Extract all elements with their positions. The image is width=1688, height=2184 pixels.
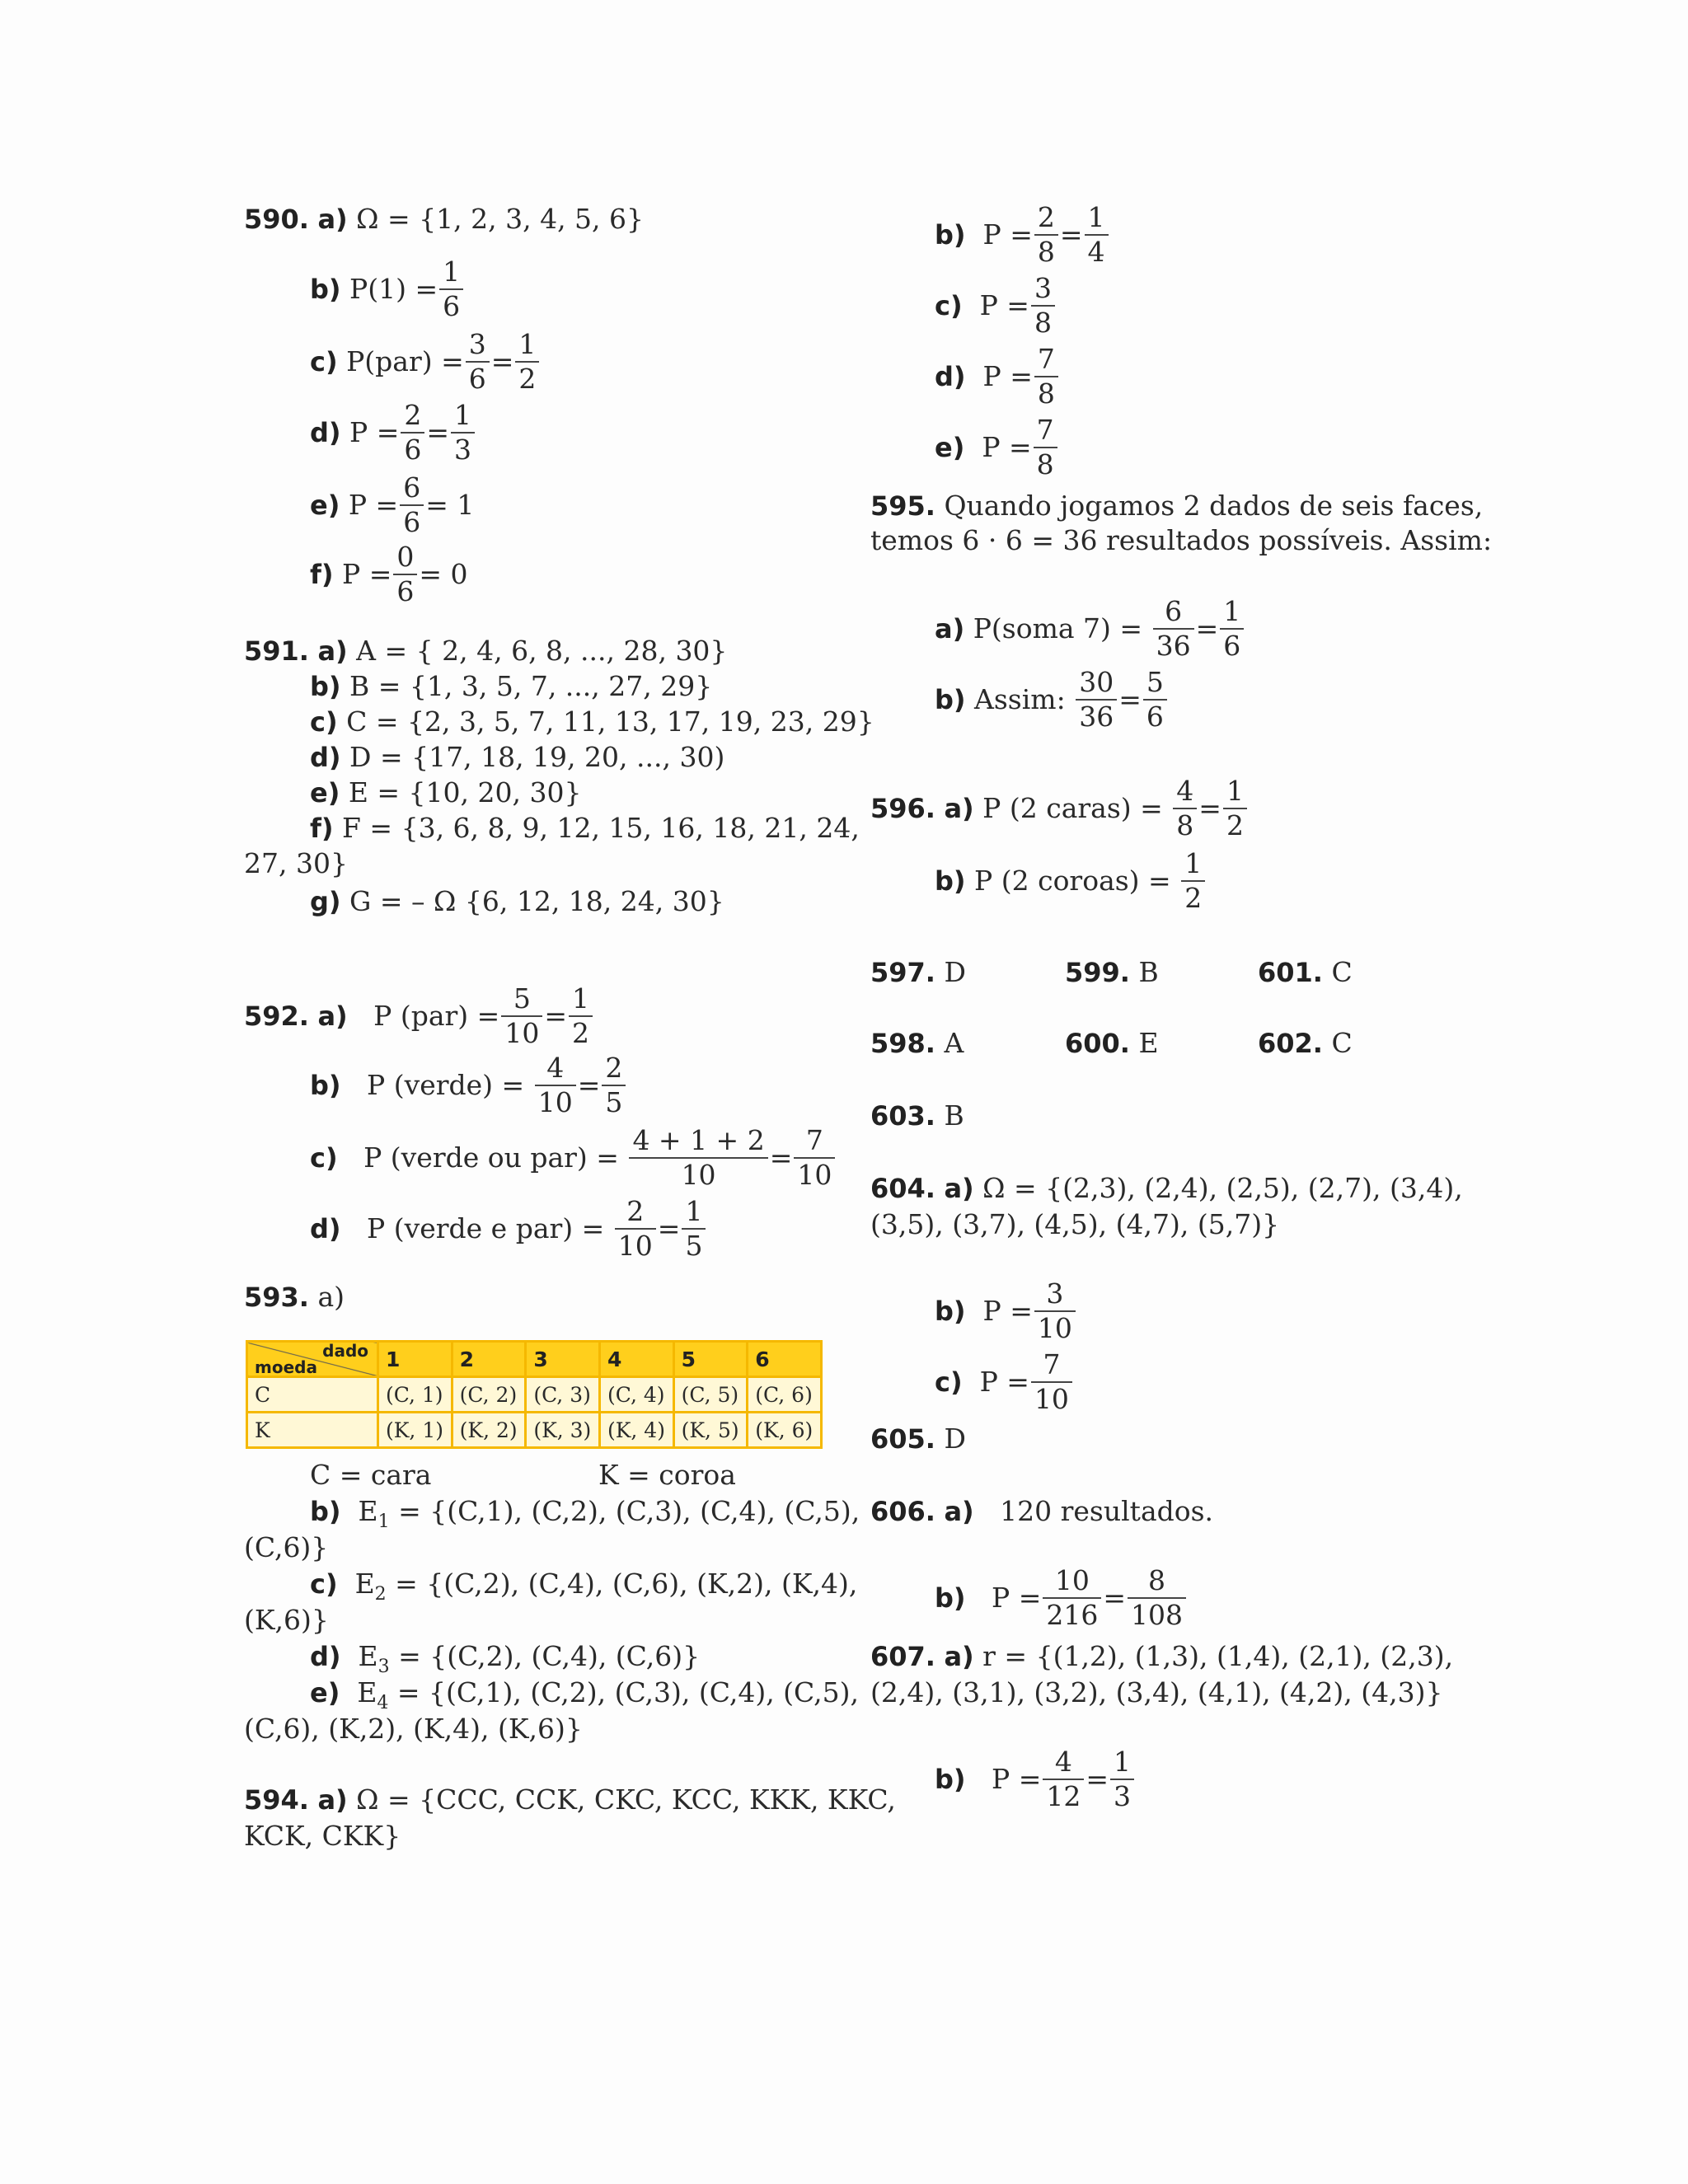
q596-a: 596. a) P (2 caras) = $\frac{4}{8}$ = $\frac{1}{2}$ [870,775,1249,842]
answer-text: B = {1, 3, 5, 7, ..., 27, 29} [349,670,713,702]
table-cell: (C, 3) [526,1377,600,1413]
item-label: e) [310,1677,340,1708]
fraction: $\frac{4}{8}$ [1173,775,1197,842]
item-label: d) [310,1213,341,1244]
expression: P (verde) = [367,1069,525,1101]
q592-c: c) P (verde ou par) = $\frac{4 + 1 + 2}{10}$ = $\frac{7}{10}$ [310,1124,837,1192]
fraction: $\frac{0}{6}$ [393,541,417,608]
expression: P (verde ou par) = [363,1141,619,1174]
table-cell: (K, 1) [378,1413,452,1448]
q591-f [310,810,860,846]
item-label: b) [935,684,966,715]
fraction: $\frac{4 + 1 + 2}{10}$ [629,1124,767,1192]
q591-a [244,633,727,669]
answer-text: Ω = {(2,3), (2,4), (2,5), (2,7), (3,4), [982,1172,1463,1204]
fraction: $\frac{1}{3}$ [1110,1746,1134,1813]
question-number: 607. [870,1641,935,1672]
q591-f-cont: 27, 30} [244,847,348,879]
item-label: d) [310,742,341,773]
q595-text-cont: temos 6 · 6 = 36 resultados possíveis. Assim: [870,524,1493,556]
q607-b: b) P = $\frac{4}{12}$ = $\frac{1}{3}$ [935,1746,1136,1813]
item-label: e) [310,490,340,521]
answer-text: Quando jogamos 2 dados de seis faces, [944,490,1484,522]
table-cell: (C, 1) [378,1377,452,1413]
q592-a: 592. a) P (par) = $\frac{5}{10}$ = $\frac{1}{2}$ [244,982,594,1050]
table-cell: (K, 6) [748,1413,822,1448]
expression: P = [992,1763,1042,1795]
question-number: 594. [244,1784,309,1816]
item-label: a) [317,204,348,235]
question-number: 593. [244,1282,309,1313]
item-label: b) [310,671,341,702]
expression: P (par) = [373,1000,500,1032]
fraction: $\frac{1}{6}$ [1220,595,1244,663]
table-cell: (C, 2) [452,1377,526,1413]
q594-d [935,343,1060,410]
expression: P = [979,1366,1029,1398]
fraction: $\frac{3}{10}$ [1034,1277,1076,1345]
answer-602: 602. C [1258,1027,1353,1059]
expression: P = [348,489,399,521]
item-label: b) [935,1764,966,1795]
q593-a [244,1279,345,1315]
fraction: $\frac{10}{216}$ [1043,1564,1101,1632]
answer-text: 120 resultados. [1000,1495,1214,1527]
q595-b: b) Assim: $\frac{30}{36}$ = $\frac{5}{6}$ [935,666,1169,733]
fraction: $\frac{2}{6}$ [401,399,424,466]
q590-a [244,201,644,237]
expression: P = [982,1295,1033,1327]
item-label: b) [935,1296,966,1327]
fraction: $\frac{7}{8}$ [1034,343,1058,410]
q595-text [870,488,1483,524]
question-number: 590. [244,204,309,235]
fraction: $\frac{7}{10}$ [794,1124,835,1192]
q591-g [310,883,724,920]
question-number: 596. [870,793,935,824]
dice-coin-table [246,1340,823,1449]
q604-a [870,1170,1463,1207]
expression: P = [979,289,1029,321]
fraction: $\frac{1}{2}$ [1223,775,1247,842]
item-label: a) [944,1641,974,1672]
answer-text: F = {3, 6, 8, 9, 12, 15, 16, 18, 21, 24, [342,812,860,844]
answer-text: E = {10, 20, 30} [348,776,582,808]
expression: = 0 [419,558,468,590]
item-label: c) [310,1142,338,1174]
fraction: $\frac{4}{10}$ [535,1052,576,1119]
fraction: $\frac{1}{4}$ [1085,201,1109,269]
expression: P = [982,431,1032,463]
item-label: g) [310,886,341,917]
row-label: K [247,1413,378,1448]
fraction: $\frac{1}{2}$ [1181,847,1205,915]
question-number: 606. [870,1496,935,1527]
item-label: a) [944,1173,974,1204]
q593-b: b) $E_1 = \{(C,1)$, (C,2), (C,3), (C,4), (C,5), [310,1495,860,1532]
answer-text: C = {2, 3, 5, 7, 11, 13, 17, 19, 23, 29} [346,705,874,738]
q607-a [870,1638,1453,1675]
table-cell: (C, 5) [673,1377,748,1413]
table-cell: (C, 6) [748,1377,822,1413]
item-label: b) [935,219,966,251]
q593-b-cont: (C,6)} [244,1531,329,1563]
item-label: b) [310,1496,341,1527]
expression: P (2 caras) = [982,792,1163,824]
q604-b [935,1277,1077,1345]
answer-605: 605. D [870,1422,966,1455]
item-label: c) [310,706,338,738]
expression: P = [349,416,400,448]
fraction: $\frac{1}{2}$ [569,982,593,1050]
q604-a-cont: (3,5), (3,7), (4,5), (4,7), (5,7)} [870,1208,1280,1240]
q590-d: d) P = $\frac{2}{6}$ = $\frac{1}{3}$ [310,399,476,466]
q593-d: d) $E_3 = \{(C,2)$, (C,4), (C,6)} [310,1640,701,1677]
fraction: $\frac{5}{6}$ [1143,666,1167,733]
table-header: 4 [599,1342,673,1377]
fraction: $\frac{1}{6}$ [439,255,463,323]
expression: P = [992,1582,1042,1614]
table-header: 2 [452,1342,526,1377]
expression: = 1 [425,489,475,521]
q594-c [935,272,1057,340]
table-cell: (K, 2) [452,1413,526,1448]
item-label: a) [935,613,965,644]
fraction: $\frac{3}{6}$ [466,328,490,396]
table-cell: (K, 4) [599,1413,673,1448]
q595-a: a) P(soma 7) = $\frac{6}{36}$ = $\frac{1}{6}$ [935,595,1245,663]
table-header: 6 [748,1342,822,1377]
answer-600: 600. E [1065,1027,1159,1059]
expression: P (verde e par) = [367,1212,605,1244]
item-label: a) [317,1281,345,1313]
table-row [247,1377,822,1413]
item-label: b) [935,865,966,897]
q594-b: b) P = $\frac{2}{8}$ = $\frac{1}{4}$ [935,201,1110,269]
table-header-row [247,1342,822,1377]
table-header: 3 [526,1342,600,1377]
q607-a-cont: (2,4), (3,1), (3,2), (3,4), (4,1), (4,2), (4,3)} [870,1676,1443,1708]
fraction: $\frac{1}{2}$ [515,328,539,396]
question-number: 604. [870,1173,935,1204]
fraction: $\frac{1}{5}$ [682,1195,706,1263]
fraction: $\frac{2}{8}$ [1034,201,1058,269]
q593-e-cont: (C,6), (K,2), (K,4), (K,6)} [244,1713,583,1745]
q591-d [310,739,724,776]
q592-b: b) P (verde) = $\frac{4}{10}$ = $\frac{2}{5}$ [310,1052,627,1119]
item-label: e) [935,432,965,463]
question-number: 592. [244,1001,309,1032]
item-label: f) [310,813,334,844]
q590-b [310,255,465,323]
q593-c-cont: (K,6)} [244,1604,329,1636]
answer-text: r = {(1,2), (1,3), (1,4), (2,1), (2,3), [982,1640,1454,1672]
q593-c: c) $E_2 = \{(C,2)$, (C,4), (C,6), (K,2), (K,4), [310,1568,858,1605]
table-row [247,1413,822,1448]
answer-603: 603. B [870,1099,964,1132]
table-corner-cell: dado moeda [247,1342,378,1377]
item-label: d) [310,417,341,448]
q592-d: d) P (verde e par) = $\frac{2}{10}$ = $\frac{1}{5}$ [310,1195,707,1263]
q594-a [244,1782,896,1818]
expression: P(soma 7) = [973,612,1143,644]
expression: P = [982,360,1033,392]
fraction: $\frac{2}{5}$ [602,1052,626,1119]
item-label: c) [935,1366,963,1398]
item-label: d) [935,361,966,392]
item-label: b) [935,1582,966,1614]
item-label: b) [310,1070,341,1101]
q593-e: e) $E_4 = \{(C,1)$, (C,2), (C,3), (C,4), (C,5), [310,1676,859,1713]
item-label: a) [944,1496,974,1527]
q596-b [935,847,1207,915]
question-number: 591. [244,635,309,667]
answer-599: 599. B [1065,956,1159,988]
table-cell: (K, 5) [673,1413,748,1448]
answer-text: Ω = {1, 2, 3, 4, 5, 6} [356,203,645,235]
q604-c [935,1348,1074,1416]
q591-c [310,704,874,740]
fraction: $\frac{7}{10}$ [1031,1348,1072,1416]
answer-598: 598. A [870,1027,964,1059]
question-number: 595. [870,490,935,522]
q594-a-cont: KCK, CKK} [244,1820,401,1852]
q594-e [935,414,1059,481]
item-label: b) [310,274,341,305]
expression: P(par) = [346,345,464,377]
fraction: $\frac{4}{12}$ [1043,1746,1084,1813]
expression: P (2 coroas) = [974,865,1171,897]
answer-text: Ω = {CCC, CCK, CKC, KCC, KKK, KKC, [356,1783,896,1816]
item-label: d) [310,1641,341,1672]
item-label: e) [310,777,340,808]
q591-b [310,668,712,705]
answer-text: D = {17, 18, 19, 20, ..., 30) [349,741,725,773]
item-label: a) [944,793,974,824]
item-label: a) [317,1784,348,1816]
fraction: $\frac{6}{36}$ [1153,595,1194,663]
item-label: a) [317,635,348,667]
table-header: 1 [378,1342,452,1377]
fraction: $\frac{2}{10}$ [615,1195,656,1263]
expression: P = [982,218,1033,251]
item-label: c) [310,1568,338,1600]
table-cell: (C, 4) [599,1377,673,1413]
fraction: $\frac{5}{10}$ [501,982,542,1050]
q590-f [310,541,468,608]
item-label: c) [310,346,338,377]
legend-coroa: K = coroa [598,1459,736,1491]
item-label: a) [317,1001,348,1032]
item-label: c) [935,290,963,321]
legend-cara: C = cara [310,1459,432,1491]
answer-text: A = { 2, 4, 6, 8, ..., 28, 30} [356,635,728,667]
expression: P = [342,558,392,590]
q590-c: c) P(par) = $\frac{3}{6}$ = $\frac{1}{2}$ [310,328,541,396]
fraction: $\frac{3}{8}$ [1031,272,1055,340]
fraction: $\frac{1}{3}$ [451,399,475,466]
q606-b: b) P = $\frac{10}{216}$ = $\frac{8}{108}$ [935,1564,1188,1632]
fraction: $\frac{8}{108}$ [1128,1564,1186,1632]
answer-text: G = – Ω {6, 12, 18, 24, 30} [349,885,724,917]
item-label: f) [310,559,334,590]
q591-e [310,775,581,811]
expression: Assim: [974,683,1066,715]
q590-e [310,471,474,539]
fraction: $\frac{30}{36}$ [1076,666,1117,733]
q606-a [870,1493,1213,1530]
answer-601: 601. C [1258,956,1353,988]
row-label: C [247,1377,378,1413]
fraction: $\frac{7}{8}$ [1034,414,1057,481]
expression: P(1) = [349,273,438,305]
answer-597: 597. D [870,956,966,988]
table-header: 5 [673,1342,748,1377]
table-cell: (K, 3) [526,1413,600,1448]
fraction: $\frac{6}{6}$ [400,471,424,539]
